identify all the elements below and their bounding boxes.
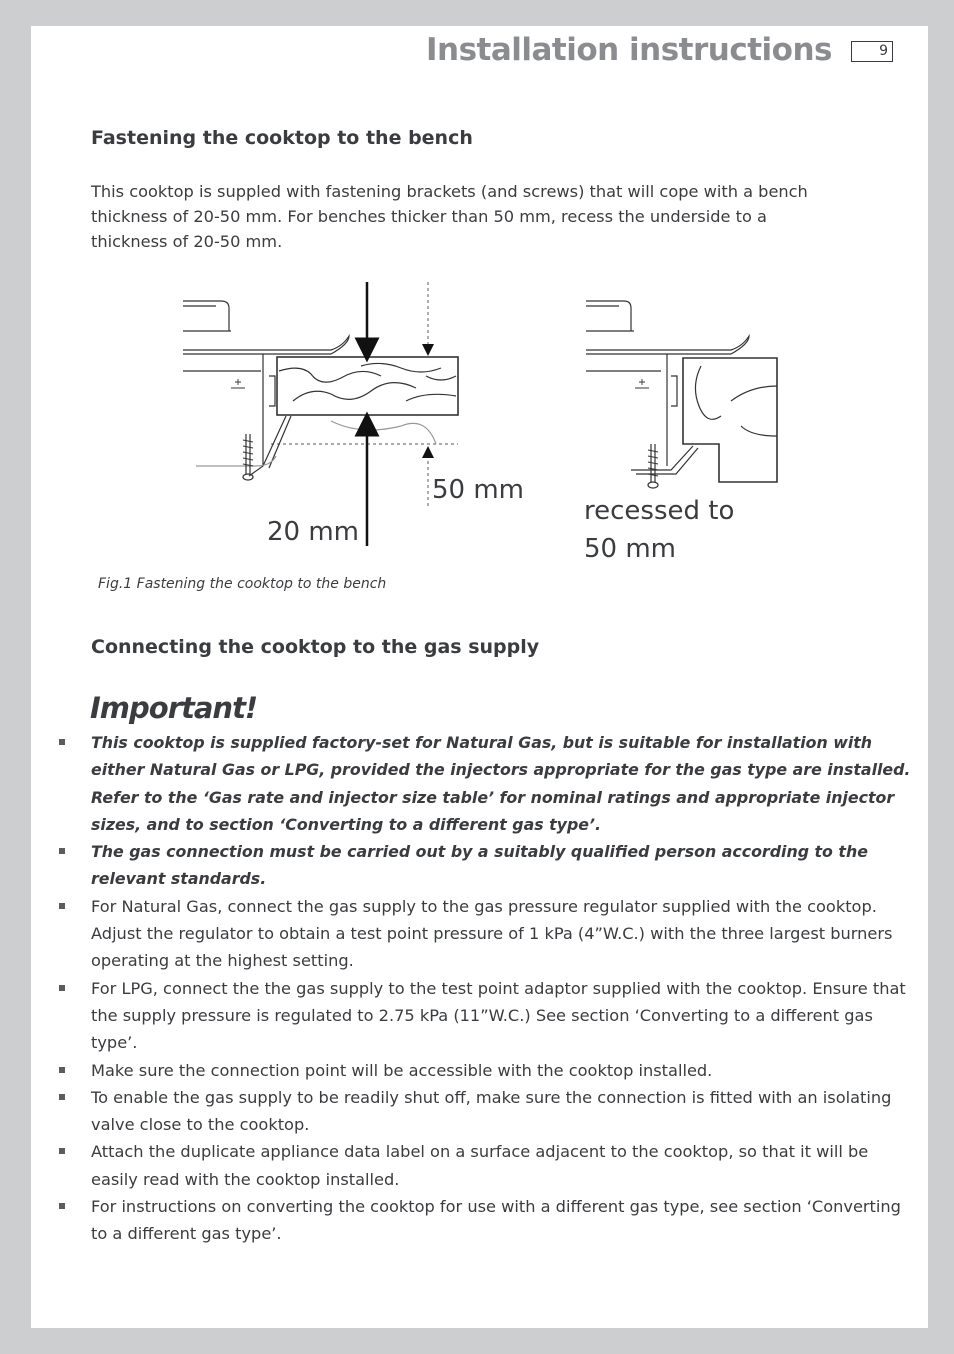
bullet-square-icon: [59, 903, 65, 909]
bullet-item: Make sure the connection point will be accessible with the cooktop installed.: [91, 1057, 911, 1084]
bullet-square-icon: [59, 739, 65, 745]
bullet-item: This cooktop is supplied factory-set for Natural Gas, but is suitable for installation with either Natural Gas or LPG, provided the injectors appropriate for the gas type are installed. Refer to the ‘Gas rate and injector size table’ for nominal ratings and appropriate injector sizes, and to section ‘Converting to a different gas type’.: [91, 729, 911, 838]
page-number: 9: [851, 41, 893, 62]
bullet-square-icon: [59, 1067, 65, 1073]
bullet-item: For instructions on converting the cooktop for use with a different gas type, see section ‘Converting to a different gas type’.: [91, 1193, 911, 1248]
page: [31, 26, 928, 1328]
section-heading-fastening: Fastening the cooktop to the bench: [91, 127, 473, 149]
bullet-square-icon: [59, 1094, 65, 1100]
gas-supply-bullet-list: [91, 729, 911, 1248]
dimension-label-recessed-line2: 50 mm: [584, 534, 677, 564]
bullet-square-icon: [59, 985, 65, 991]
bullet-item: Attach the duplicate appliance data label on a surface adjacent to the cooktop, so that it will be easily read with the cooktop installed.: [91, 1138, 911, 1193]
bullet-item: For LPG, connect the the gas supply to the test point adaptor supplied with the cooktop. Ensure that the supply pressure is regulated to 2.75 kPa (11”W.C.) See section ‘Converting to a different gas type’.: [91, 975, 911, 1057]
bullet-square-icon: [59, 848, 65, 854]
section-heading-gas-supply: Connecting the cooktop to the gas supply: [91, 636, 540, 658]
dimension-label-recessed-line1: recessed to: [584, 496, 735, 526]
page-header-title: Installation instructions: [425, 32, 832, 68]
bullet-square-icon: [59, 1203, 65, 1209]
dimension-label-20mm: 20 mm: [267, 517, 360, 547]
dimension-arrows-standard: [367, 282, 428, 546]
important-heading: Important!: [90, 691, 258, 725]
bullet-item: For Natural Gas, connect the gas supply to the gas pressure regulator supplied with the cooktop. Adjust the regulator to obtain a test point pressure of 1 kPa (4”W.C.) with the three largest burners operating at the highest setting.: [91, 893, 911, 975]
bench-drawing-standard: [183, 301, 458, 480]
dimension-label-50mm: 50 mm: [432, 475, 525, 505]
bench-drawing-recessed: [586, 301, 777, 488]
bullet-item: The gas connection must be carried out by a suitably qualified person according to the relevant standards.: [91, 838, 911, 893]
figure-caption: Fig.1 Fastening the cooktop to the bench: [98, 576, 387, 592]
bullet-item: To enable the gas supply to be readily shut off, make sure the connection is fitted with an isolating valve close to the cooktop.: [91, 1084, 911, 1139]
bullet-square-icon: [59, 1148, 65, 1154]
fastening-diagram: [31, 276, 928, 576]
fastening-paragraph: This cooktop is suppled with fastening brackets (and screws) that will cope with a bench thickness of 20-50 mm. For benches thicker than 50 mm, recess the underside to a thickness of 20-50 mm.: [91, 182, 808, 251]
